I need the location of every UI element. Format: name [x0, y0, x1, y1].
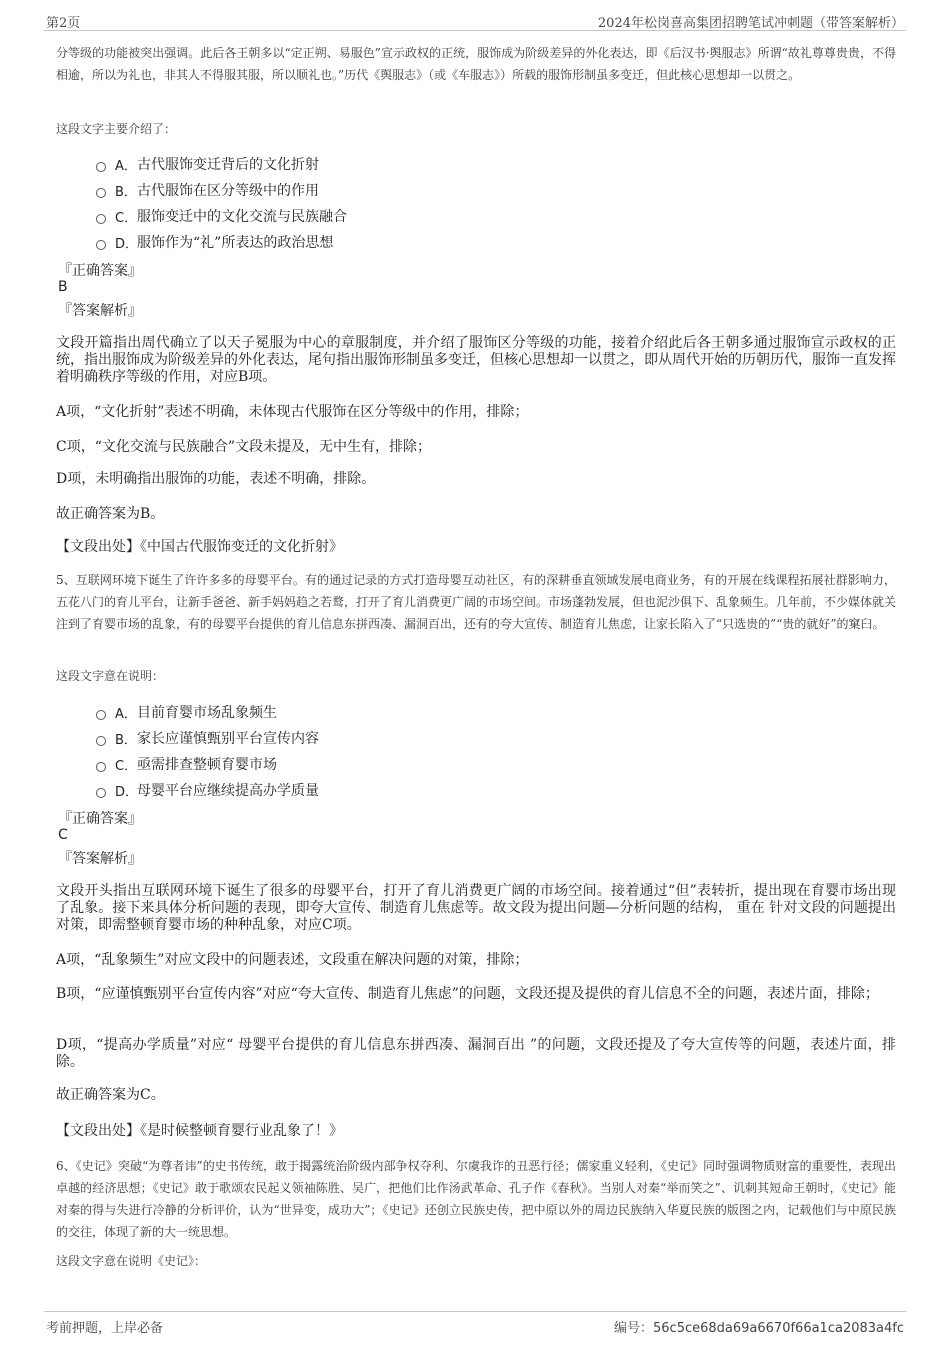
- q4-source: 【文段出处】《中国古代服饰变迁的文化折射》: [56, 539, 343, 555]
- page-header: [44, 8, 906, 31]
- footer-code: 编号：56c5ce68da69a6670f66a1ca2083a4fc: [614, 1321, 904, 1336]
- footer-slogan: 考前押题，上岸必备: [46, 1321, 164, 1336]
- q5-option-a[interactable]: A． 目前育婴市场乱象频生: [96, 699, 696, 725]
- q4-analysis-label: 『答案解析』: [58, 303, 142, 319]
- q4-analysis-p4: D项，未明确指出服饰的功能，表述不明确，排除。: [56, 471, 376, 487]
- q4-answer: B: [58, 279, 68, 295]
- q4-options: [96, 151, 696, 255]
- q4-answer-label: 『正确答案』: [58, 263, 142, 279]
- radio-icon[interactable]: [96, 736, 106, 746]
- q5-analysis-p1: 文段开头指出互联网环境下诞生了很多的母婴平台，打开了育儿消费更广阔的市场空间。接着通过“但”表转折，提出现在育婴市场出现了乱象。接下来具体分析问题的表现，即夸大宣传、制造育儿焦虑等。故文段为提出问题—分析问题的结构， 重在 针对文段的问题提出对策，即需整顿育婴市场的种种乱象，对应C项。: [56, 883, 896, 933]
- q5-source: 【文段出处】《是时候整顿育婴行业乱象了！》: [56, 1123, 343, 1139]
- q4-passage-tail: 分等级的功能被突出强调。此后各王朝多以“定正朔、易服色”宣示政权的正统，服饰成为阶级差异的外化表达，即《后汉书·舆服志》所谓“故礼尊尊贵贵，不得相逾，所以为礼也，非其人不得服其服，所以顺礼也。”历代《舆服志》（或《车服志》）所载的服饰形制虽多变迁，但此核心思想却一以贯之。: [56, 46, 896, 82]
- q5-analysis-p3: B项，“应谨慎甄别平台宣传内容”对应“夸大宣传、制造育儿焦虑”的问题，文段还提及提供的育儿信息不全的问题，表述片面，排除；: [56, 986, 879, 1002]
- q5-analysis-p2: A项，“乱象频生”对应文段中的问题表述，文段重在解决问题的对策，排除；: [56, 952, 529, 968]
- q5-option-b[interactable]: B． 家长应谨慎甄别平台宣传内容: [96, 725, 696, 751]
- radio-icon[interactable]: [96, 710, 106, 720]
- radio-icon[interactable]: [96, 240, 106, 250]
- q4-analysis-p1: 文段开篇指出周代确立了以天子冕服为中心的章服制度，并介绍了服饰区分等级的功能，接着介绍此后各王朝多通过服饰宣示政权的正统，指出服饰成为阶级差异的外化表达，尾句指出服饰形制虽多变迁，但核心思想却一以贯之，即从周代开始的历朝历代，服饰一直发挥着明确秩序等级的作用，对应B项。: [56, 335, 896, 385]
- document-title: 2024年松岗喜高集团招聘笔试冲刺题（带答案解析）: [597, 16, 904, 31]
- q5-passage: 5、互联网环境下诞生了许许多多的母婴平台。有的通过记录的方式打造母婴互动社区，有的深耕垂直领域发展电商业务，有的开展在线课程拓展社群影响力，五花八门的育儿平台，让新手爸爸、新手妈妈趋之若鹜，打开了育儿消费更广阔的市场空间。市场蓬勃发展，但也泥沙俱下、乱象频生。几年前，不少媒体就关注到了育婴市场的乱象，有的母婴平台提供的育儿信息东拼西凑、漏洞百出，还有的夸大宣传、制造育儿焦虑，让家长陷入了“只选贵的”“贵的就好”的窠臼。: [56, 573, 897, 631]
- radio-icon[interactable]: [96, 214, 106, 224]
- q4-option-a[interactable]: A． 古代服饰变迁背后的文化折射: [96, 151, 696, 177]
- page-number: 第2页: [46, 16, 81, 31]
- q5-analysis-label: 『答案解析』: [58, 851, 142, 867]
- q4-option-c[interactable]: C． 服饰变迁中的文化交流与民族融合: [96, 203, 696, 229]
- q4-option-b[interactable]: B． 古代服饰在区分等级中的作用: [96, 177, 696, 203]
- q5-analysis-p5: 故正确答案为C。: [56, 1087, 165, 1103]
- q5-stem: 这段文字意在说明：: [56, 669, 165, 683]
- q5-answer: C: [58, 827, 68, 843]
- radio-icon[interactable]: [96, 162, 106, 172]
- q5-option-d[interactable]: D． 母婴平台应继续提高办学质量: [96, 777, 696, 803]
- q6-passage: 6、《史记》突破“为尊者讳”的史书传统，敢于揭露统治阶级内部争权夺利、尔虞我诈的丑恶行径；儒家重义轻利，《史记》同时强调物质财富的重要性，表现出卓越的经济思想；《史记》敢于歌颂农民起义领袖陈胜、吴广，把他们比作汤武革命、孔子作《春秋》。当别人对秦“举而笑之”、讥刺其短命王朝时，《史记》能对秦的得与失进行冷静的分析评价，认为“世异变，成功大”；《史记》还创立民族史传，把中原以外的周边民族纳入华夏民族的版图之内，记载他们与中原民族的交往，体现了新的大一统思想。: [56, 1159, 896, 1239]
- q5-option-c[interactable]: C． 亟需排查整顿育婴市场: [96, 751, 696, 777]
- q6-stem: 这段文字意在说明《史记》：: [56, 1254, 207, 1268]
- q5-options: [96, 699, 696, 803]
- page-footer: [44, 1311, 906, 1336]
- q4-option-d[interactable]: D． 服饰作为“礼”所表达的政治思想: [96, 229, 696, 255]
- q4-stem: 这段文字主要介绍了：: [56, 122, 177, 136]
- q4-analysis-p5: 故正确答案为B。: [56, 506, 165, 522]
- radio-icon[interactable]: [96, 788, 106, 798]
- q4-analysis-p3: C项，“文化交流与民族融合”文段未提及，无中生有，排除；: [56, 439, 432, 455]
- q5-analysis-p4: D项，“提高办学质量”对应“ 母婴平台提供的育儿信息东拼西凑、漏洞百出 ”的问题，文段还提及了夸大宣传等的问题，表述片面，排除。: [56, 1037, 896, 1070]
- radio-icon[interactable]: [96, 188, 106, 198]
- radio-icon[interactable]: [96, 762, 106, 772]
- q4-analysis-p2: A项，“文化折射”表述不明确，未体现古代服饰在区分等级中的作用，排除；: [56, 404, 529, 420]
- q5-answer-label: 『正确答案』: [58, 811, 142, 827]
